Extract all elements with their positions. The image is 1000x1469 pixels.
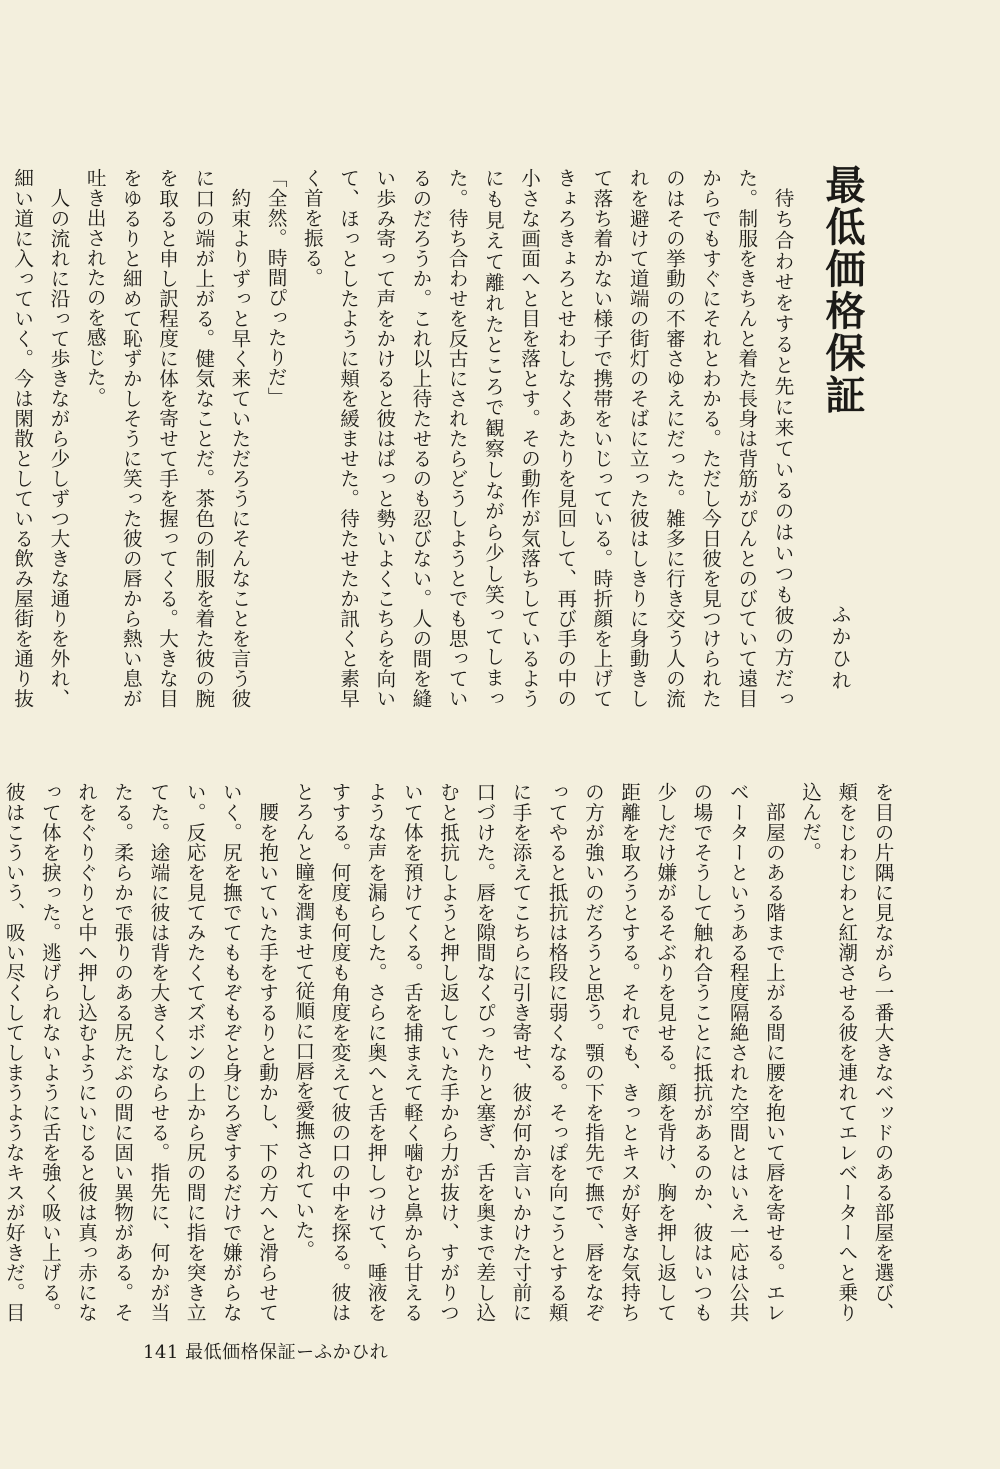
paragraph: 待ち合わせをすると先に来ているのはいつも彼の方だった。制服をきちんと着た長身は背筋がぴんとのびていて遠目からでもすぐにそれとわかる。ただし今日彼を見つけられたのはその挙動の不審さゆえにだった。雑多に行き交う人の流れを避けて道端の街灯のそばに立った彼はしきりに身動きして落ち着かない様子で携帯をいじっている。時折顔を上げてきょろきょろとせわしなくあたりを見回して、再び手の中の小さな画面へと目を落とす。その動作が気落ちしているようにも見えて離れたところで観察しながら少し笑ってしまった。待ち合わせを反古にされたらどうしようとでも思っているのだろうか。これ以上待たせるのも忍びない。人の間を縫い歩み寄って声をかけると彼はぱっと勢いよくこちらを向いて、ほっとしたように頬を緩ませた。待たせたか訊くと素早く首を振る。 — [300, 168, 794, 708]
author-name: ふかひれ — [828, 604, 852, 692]
paragraph: 部屋のある階まで上がる間に腰を抱いて唇を寄せる。エレベーターというある程度隔絶された空間とはいえ一応は公共の場でそうして触れ合うことに抵抗があるのか、彼はいつも少しだけ嫌がるそぶりを見せる。顔を背け、胸を押し返して距離を取ろうとする。それでも、きっとキスが好きな気持ちの方が強いのだろうと思う。顎の下を指先で撫で、唇をなぞってやると抵抗は格段に弱くなる。そっぽを向こうとする頬に手を添えてこちらに引き寄せ、彼が何か言いかけた寸前に口づけた。唇を隙間なくぴったりと塞ぎ、舌を奥まで差し込むと抵抗しようと押し返していた手から力が抜け、すがりついて体を預けてくる。舌を捕まえて軽く噛むと鼻から甘えるような声を漏らした。さらに奥へと舌を押しつけて、唾液をすする。何度も何度も角度を変えて彼の口の中を探る。彼はとろんと瞳を潤ませて従順に口唇を愛撫されていた。 — [291, 782, 786, 1322]
text-block-top — [10, 168, 800, 708]
paragraph: 約束よりずっと早く来ていただろうにそんなことを言う彼に口の端が上がる。健気なことだ。茶色の制服を着た彼の腕を取ると申し訳程度に体を寄せて手を握ってくる。大きな目をゆるりと細めて恥ずかしそうに笑った彼の唇から熱い息が吐き出されたのを感じた。 — [83, 168, 251, 708]
paragraph: を目の片隅に見ながら一番大きなベッドのある部屋を選び、頬をじわじわと紅潮させる彼を連れてエレベーターへと乗り込んだ。 — [798, 782, 894, 1322]
paragraph: 腰を抱いていた手をするりと動かし、下の方へと滑らせていく。尻を撫でてももぞもぞと身じろぎするだけで嫌がらない。反応を見てみたくてズボンの上から尻の間に指を突き立てた。途端に彼は背を大きくしならせる。指先に、何かが当たる。柔らかで張りのある尻たぶの間に固い異物がある。それをぐりぐりと中へ押し込むようにいじると彼は真っ赤になって体を捩った。逃げられないように舌を強く吸い上げる。彼はこういう、吸い尽くしてしまうようなキスが好きだ。目 — [2, 782, 279, 1322]
paragraph: 人の流れに沿って歩きながら少しずつ大きな通りを外れ、細い道に入っていく。今は閑散としている飲み屋街を通り抜 — [10, 168, 70, 708]
story-title: 最低価格保証 — [819, 164, 866, 416]
paragraph-dialogue: 「全然。時間ぴったりだ」 — [264, 168, 288, 407]
page-footer: 141 最低価格保証ーふかひれ — [143, 1342, 389, 1363]
text-block-bottom — [2, 782, 900, 1322]
